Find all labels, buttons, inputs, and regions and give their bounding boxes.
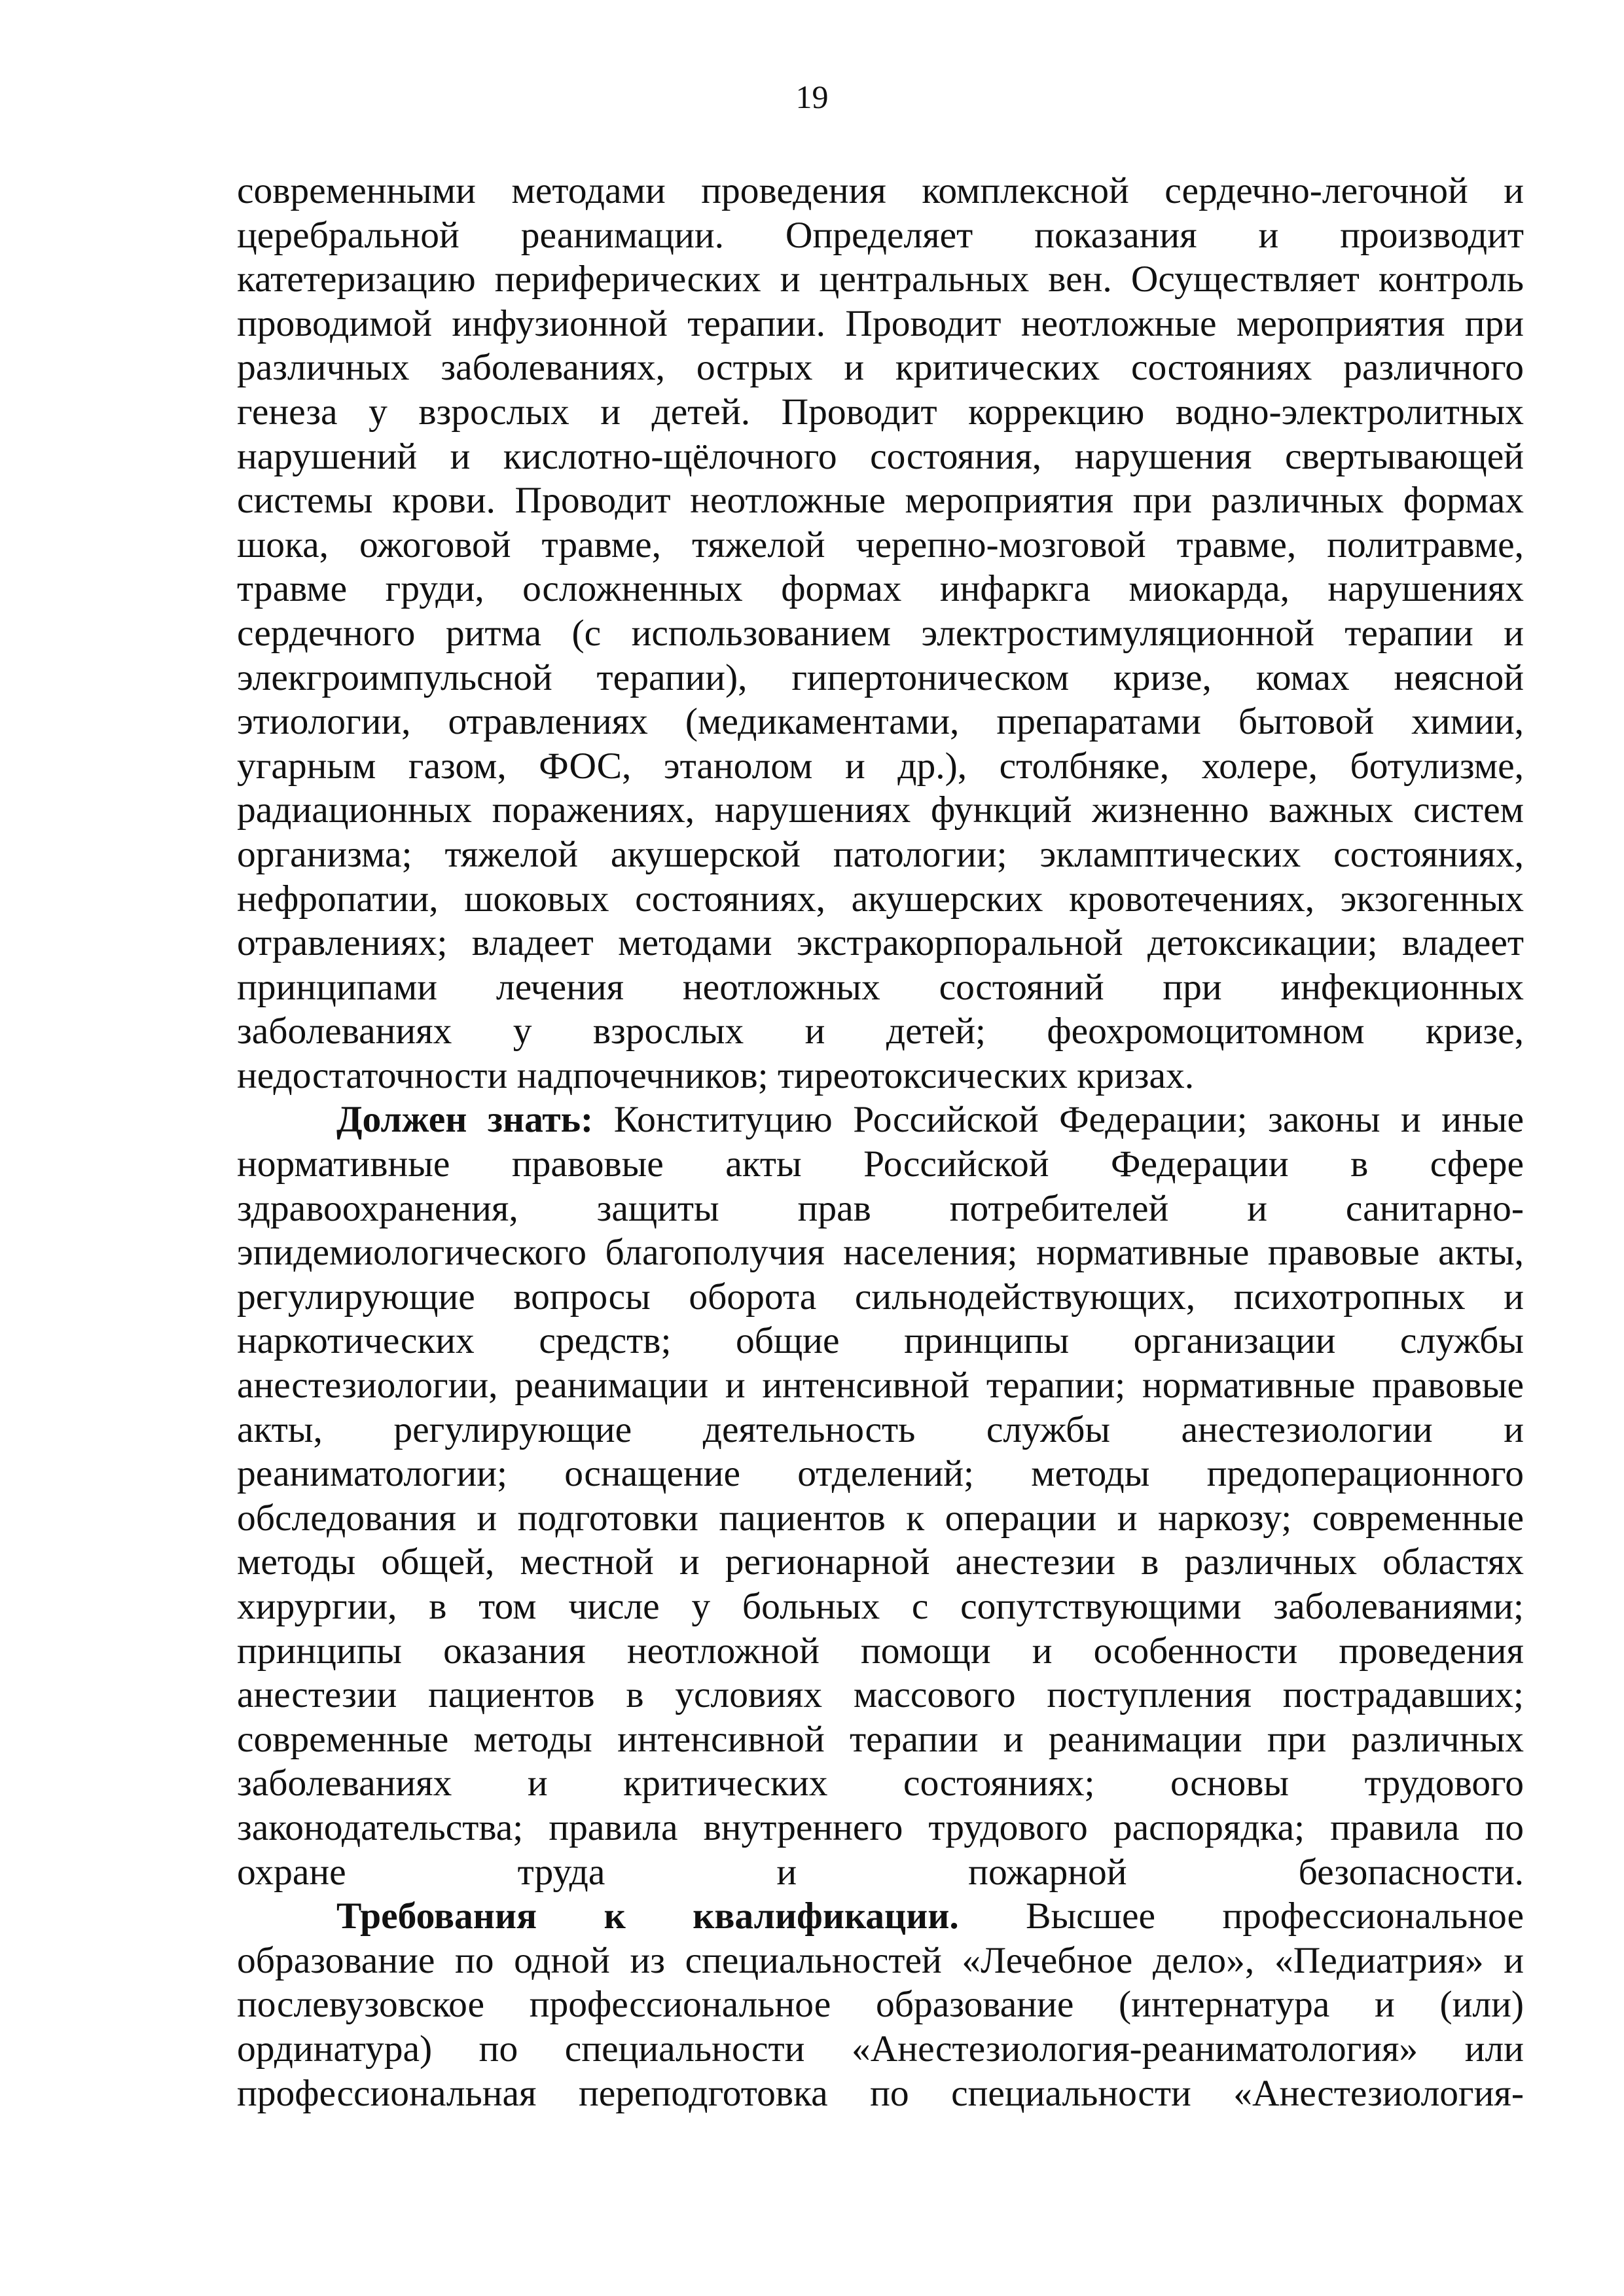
line-text: послевузовское профессиональное образование (интернатура и (или) <box>237 1984 1524 2026</box>
text-line <box>237 921 1524 965</box>
line-text: отравлениях; владеет методами экстракорпоральной детоксикации; владеет <box>237 922 1524 964</box>
text-line <box>237 1629 1524 1674</box>
line-text: радиационных поражениях, нарушениях функций жизненно важных систем <box>237 789 1524 831</box>
line-text: проводимой инфузионной терапии. Проводит неотложные мероприятия при <box>237 302 1524 344</box>
text-line <box>237 1806 1524 1850</box>
text-line <box>237 1939 1524 1983</box>
text-line <box>237 2072 1524 2116</box>
line-text: анестезиологии, реанимации и интенсивной терапии; нормативные правовые <box>237 1365 1524 1407</box>
text-line <box>237 1496 1524 1541</box>
text-line <box>237 877 1524 922</box>
text-line <box>237 1363 1524 1408</box>
line-text: современные методы интенсивной терапии и реанимации при различных <box>237 1718 1524 1760</box>
line-text: травме груди, осложненных формах инфаркга миокарда, нарушениях <box>237 568 1524 610</box>
text-line <box>237 1452 1524 1496</box>
text-line <box>237 611 1524 656</box>
line-text: организма; тяжелой акушерской патологии; экламптических состояниях, <box>237 833 1524 875</box>
text-line <box>237 302 1524 346</box>
text-line <box>237 833 1524 877</box>
line-text: здравоохранения, защиты прав потребителей и санитарно- <box>237 1187 1524 1229</box>
text-line <box>237 1408 1524 1452</box>
line-text: этиологии, отравлениях (медикаментами, препаратами бытовой химии, <box>237 701 1524 743</box>
text-line <box>237 435 1524 479</box>
text-line <box>237 213 1524 258</box>
text-line <box>237 257 1524 302</box>
text-line <box>237 1319 1524 1363</box>
line-text: наркотических средств; общие принципы организации службы <box>237 1320 1524 1362</box>
line-text: элекгроимпульсной терапии), гипертоническом кризе, комах неясной <box>237 656 1524 698</box>
text-line <box>237 1761 1524 1806</box>
page-number: 19 <box>795 79 829 115</box>
line-text: ординатура) по специальности «Анестезиология-реаниматология» или <box>237 2028 1524 2070</box>
text-line <box>237 1717 1524 1762</box>
line-text: методы общей, местной и регионарной анестезии в различных областях <box>237 1541 1524 1583</box>
text-line <box>237 965 1524 1010</box>
text-line <box>237 1098 1524 1142</box>
text-line <box>237 788 1524 833</box>
line-text: принципами лечения неотложных состояний при инфекционных <box>237 966 1524 1008</box>
line-text: сердечного ритма (с использованием электростимуляционной терапии и <box>237 612 1524 654</box>
line-text: шока, ожоговой травме, тяжелой черепно-мозговой травме, политравме, <box>237 524 1524 565</box>
text-line <box>237 1540 1524 1585</box>
text-line <box>237 2027 1524 2072</box>
line-text: недостаточности надпочечников; тиреотоксических кризах. <box>237 1054 1195 1096</box>
line-text: профессиональная переподготовка по специальности «Анестезиология- <box>237 2072 1524 2114</box>
text-line <box>237 567 1524 611</box>
line-text: реаниматологии; оснащение отделений; методы предоперационного <box>237 1453 1524 1495</box>
line-text: эпидемиологического благополучия населения; нормативные правовые акты, <box>237 1232 1524 1274</box>
line-text: регулирующие вопросы оборота сильнодействующих, психотропных и <box>237 1276 1524 1318</box>
line-text: катетеризацию периферических и центральных вен. Осуществляет контроль <box>237 259 1524 300</box>
text-line <box>237 1894 1524 1939</box>
bold-lead-in: Должен знать: <box>336 1099 594 1141</box>
text-line <box>237 523 1524 567</box>
text-line <box>237 1009 1524 1054</box>
line-text: принципы оказания неотложной помощи и особенности проведения <box>237 1630 1524 1672</box>
text-line <box>237 1585 1524 1629</box>
text-line <box>237 1230 1524 1275</box>
text-line <box>237 700 1524 744</box>
line-text: акты, регулирующие деятельность службы анестезиологии и <box>237 1408 1524 1450</box>
line-text: Высшее профессиональное <box>958 1895 1524 1937</box>
line-text: нарушений и кислотно-щёлочного состояния, нарушения свертывающей <box>237 435 1524 477</box>
text-line <box>237 169 1524 213</box>
line-text: обследования и подготовки пациентов к операции и наркозу; современные <box>237 1497 1524 1539</box>
line-text: различных заболеваниях, острых и критических состояниях различного <box>237 347 1524 389</box>
text-line <box>237 1850 1524 1895</box>
text-line <box>237 1673 1524 1717</box>
line-text: законодательства; правила внутреннего трудового распорядка; правила по <box>237 1806 1524 1848</box>
line-text: угарным газом, ФОС, этанолом и др.), столбняке, холере, ботулизме, <box>237 745 1524 787</box>
line-text: анестезии пациентов в условиях массового поступления пострадавших; <box>237 1674 1524 1716</box>
text-line <box>237 1142 1524 1187</box>
text-line <box>237 744 1524 789</box>
line-text: охране труда и пожарной безопасности. <box>237 1851 1524 1893</box>
text-line <box>237 1054 1524 1098</box>
line-text: современными методами проведения комплексной сердечно-легочной и <box>237 170 1524 211</box>
line-text: Конституцию Российской Федерации; законы и иные <box>593 1099 1525 1141</box>
line-text: образование по одной из специальностей «Лечебное дело», «Педиатрия» и <box>237 1939 1524 1981</box>
line-text: заболеваниях и критических состояниях; основы трудового <box>237 1763 1524 1804</box>
line-text: заболеваниях у взрослых и детей; феохромоцитомном кризе, <box>237 1011 1524 1052</box>
text-line <box>237 478 1524 523</box>
text-line <box>237 656 1524 700</box>
line-text: системы крови. Проводит неотложные мероприятия при различных формах <box>237 480 1524 522</box>
line-text: хирургии, в том числе у больных с сопутствующими заболеваниями; <box>237 1586 1524 1627</box>
body-text <box>237 169 1524 2115</box>
line-text: нефропатии, шоковых состояниях, акушерских кровотечениях, экзогенных <box>237 878 1524 920</box>
text-line <box>237 390 1524 435</box>
line-text: церебральной реанимации. Определяет показания и производит <box>237 214 1524 256</box>
text-line <box>237 1982 1524 2027</box>
bold-lead-in: Требования к квалификации. <box>336 1895 959 1937</box>
text-line <box>237 1275 1524 1319</box>
line-text: генеза у взрослых и детей. Проводит коррекцию водно-электролитных <box>237 391 1524 433</box>
text-line <box>237 346 1524 390</box>
text-line <box>237 1187 1524 1231</box>
line-text: нормативные правовые акты Российской Федерации в сфере <box>237 1143 1524 1185</box>
